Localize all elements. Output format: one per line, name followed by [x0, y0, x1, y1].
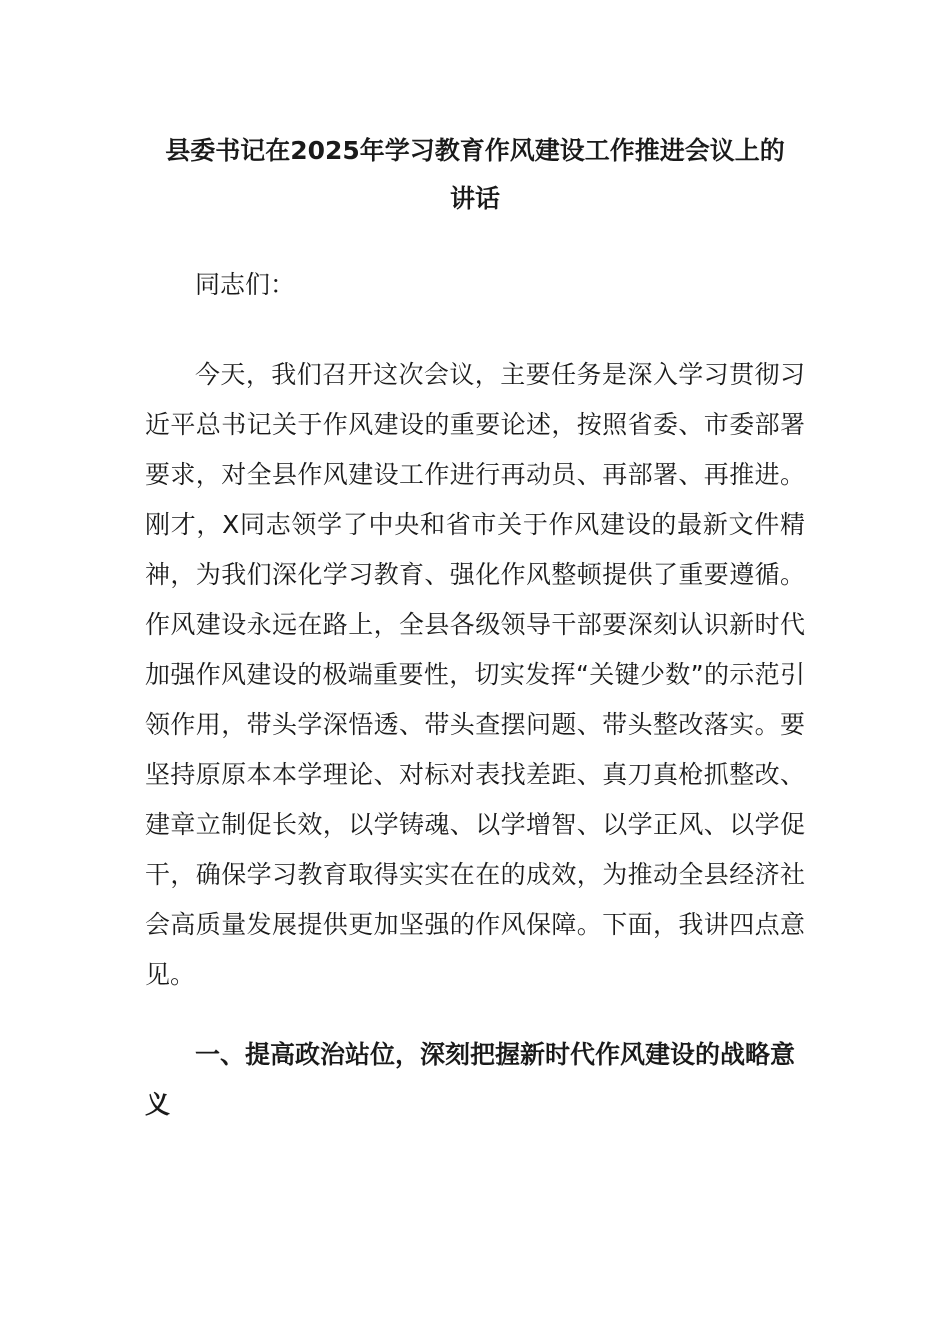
- salutation: 同志们：: [195, 270, 296, 299]
- intro-paragraph: 今天，我们召开这次会议，主要任务是深入学习贯彻习近平总书记关于作风建设的重要论述，按照省委、市委部署要求，对全县作风建设工作进行再动员、再部署、再推进。刚才，X同志领学了中央和省市关于作风建设的最新文件精神，为我们深化学习教育、强化作风整顿提供了重要遵循。作风建设永远在路上，全县各级领导干部要深刻认识新时代加强作风建设的极端重要性，切实发挥“关键少数”的示范引领作用，带头学深悟透、带头查摆问题、带头整改落实。要坚持原原本本学理论、对标对表找差距、真刀真枪抓整改、建章立制促长效，以学铸魂、以学增智、以学正风、以学促干，确保学习教育取得实实在在的成效，为推动全县经济社会高质量发展提供更加坚强的作风保障。下面，我讲四点意见。: [145, 360, 805, 989]
- document-title: [145, 127, 805, 223]
- section-1-heading: 一、提高政治站位，深刻把握新时代作风建设的战略意义: [145, 1040, 796, 1119]
- title-line-1: 县委书记在2025年学习教育作风建设工作推进会议上的: [165, 136, 785, 165]
- title-line-2: 讲话: [449, 184, 500, 213]
